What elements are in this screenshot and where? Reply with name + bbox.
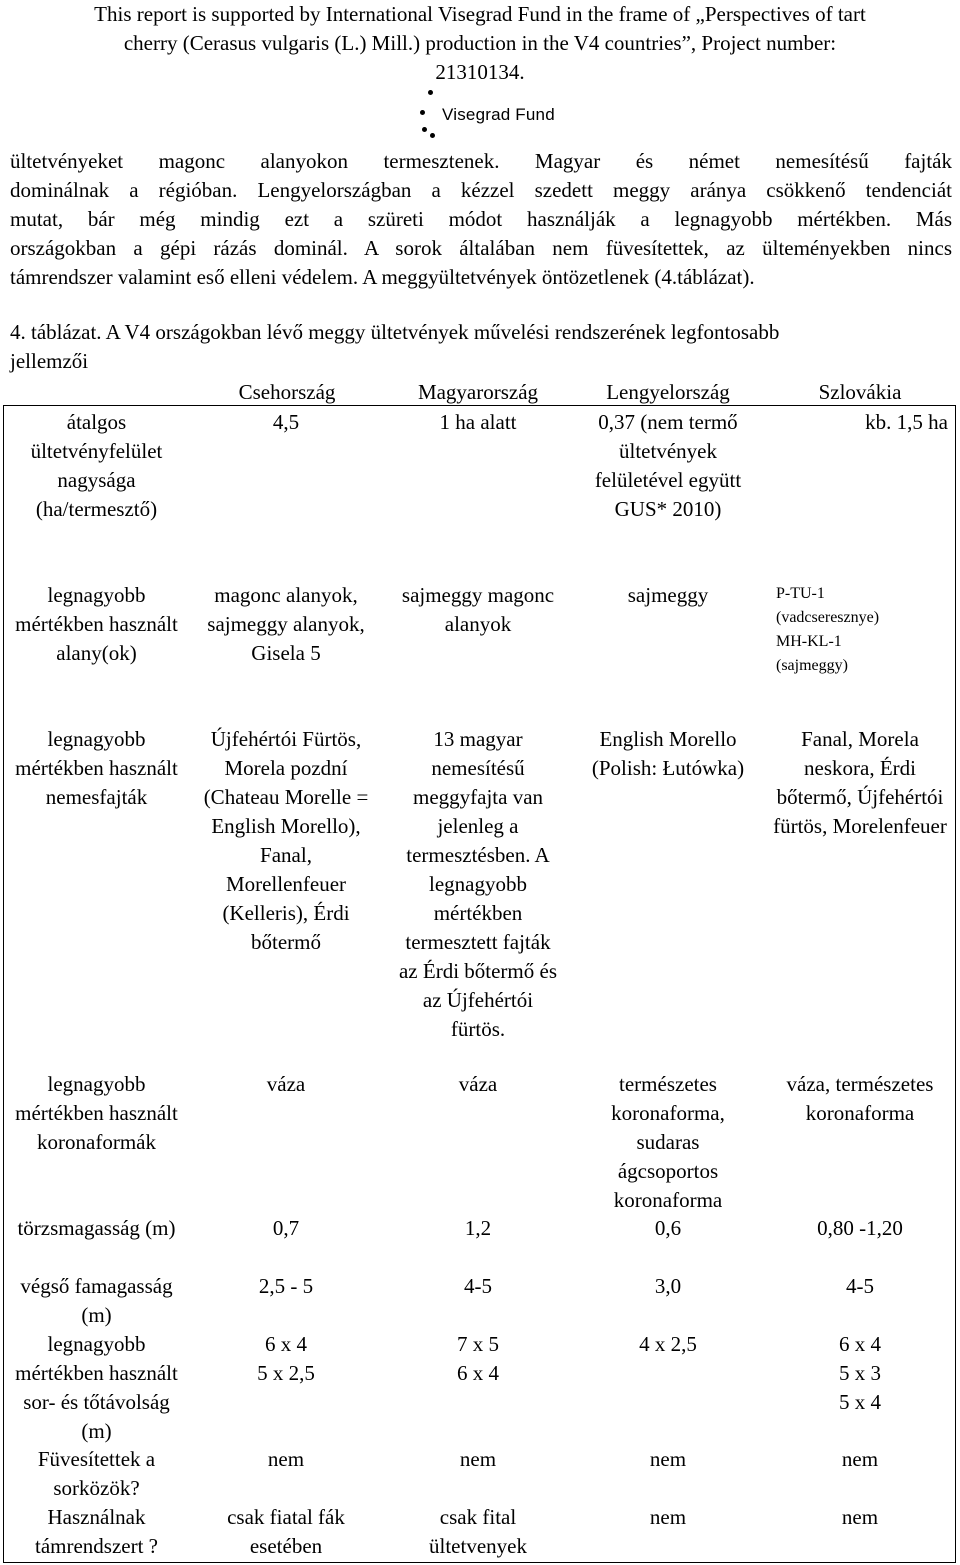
table-cell: 0,7 <box>272 1216 300 1240</box>
row-label: legnagyobb mértékben használt nemesfajták <box>15 727 178 809</box>
cell-line: 6 x 4 <box>457 1361 499 1385</box>
table-cell: váza <box>458 1072 498 1096</box>
row-label: törzsmagasság (m) <box>17 1216 176 1240</box>
table-cell: sajmeggy magonc alanyok <box>401 583 555 636</box>
cell-line: 6 x 4 <box>265 1332 307 1356</box>
row-label: legnagyobb mértékben használt sor- és tőtávolság (m) <box>15 1332 178 1443</box>
table-cell: nem <box>459 1447 497 1471</box>
logo-dot-icon <box>422 127 427 132</box>
paragraph-line: dominálnak a régióban. Lengyelországban a kézzel szedett meggy aránya csökkenő tendenciát <box>10 178 952 202</box>
table-cell: English Morello (Polish: Łutówka) <box>591 727 745 780</box>
visegrad-fund-logo <box>418 90 558 142</box>
row-label: legnagyobb mértékben használt koronaformák <box>15 1072 178 1154</box>
table-cell: nem <box>649 1505 687 1529</box>
column-header-hungary: Magyarország <box>417 380 539 404</box>
table-cell: Fanal, Morela neskora, Érdi bőtermő, Újfehértói fürtös, Morelenfeuer <box>773 727 947 838</box>
row-label: legnagyobb mértékben használt alany(ok) <box>15 583 178 665</box>
logo-dot-icon <box>428 90 433 95</box>
table-cell: magonc alanyok, sajmeggy alanyok, Gisela 5 <box>207 583 365 665</box>
table-cell: váza <box>266 1072 306 1096</box>
table-cell: 0,80 -1,20 <box>817 1216 903 1240</box>
cell-line: (vadcseresznye) <box>776 609 880 626</box>
table-cell: nem <box>649 1447 687 1471</box>
table-caption <box>10 318 952 376</box>
column-header-slovakia: Szlovákia <box>818 380 902 404</box>
table-cell: nem <box>267 1447 305 1471</box>
table-cell: 0,37 (nem termő ültetvények felületével együtt GUS* 2010) <box>594 410 742 521</box>
table-cell: 4 x 2,5 <box>639 1332 697 1356</box>
table-cell: 0,6 <box>654 1216 682 1240</box>
paragraph-line: ültetvényeket magonc alanyokon termesztenek. Magyar és német nemesítésű fajták <box>10 149 952 173</box>
row-label: átalgos ültetvényfelület nagysága (ha/termesztő) <box>30 410 163 521</box>
table-cell: csak fiatal fák esetében <box>227 1505 345 1558</box>
table-cell: Újfehértói Fürtös, Morela pozdní (Chateau Morelle = English Morello), Fanal, Morellenfeuer (Kelleris), Érdi bőtermő <box>203 727 369 954</box>
row-label: Használnak támrendszert ? <box>34 1505 159 1558</box>
table-cell: 4-5 <box>464 1274 492 1298</box>
cell-line: P-TU-1 <box>776 585 825 602</box>
paragraph-line: mutat, bár még mindig ezt a szüreti módot használják a legnagyobb mértékben. Más <box>10 207 952 231</box>
cell-line: (sajmeggy) <box>776 657 848 674</box>
table-cell: nem <box>841 1447 879 1471</box>
table-cell: 1 ha alatt <box>439 410 517 434</box>
table-cell: csak fital ültetvenyek <box>429 1505 527 1558</box>
paragraph-line: országokban a gépi rázás dominál. A sorok általában nem füvesítettek, az ülteményekben nincs <box>10 236 952 260</box>
table-cell <box>780 1330 940 1417</box>
table-cell: sajmeggy <box>627 583 709 607</box>
header-line-3: 21310134. <box>435 60 525 84</box>
logo-text: Visegrad Fund <box>442 105 555 124</box>
table-cell: kb. 1,5 ha <box>865 410 948 434</box>
table-cell: 4,5 <box>272 410 300 434</box>
row-label: Füvesítettek a sorközök? <box>37 1447 156 1500</box>
paragraph-line: támrendszer valamint eső elleni védelem. A meggyültetvények öntözetlenek (4.táblázat). <box>10 265 755 289</box>
table-cell: váza, természetes koronaforma <box>786 1072 934 1125</box>
table-cell: 13 magyar nemesítésű meggyfajta van jelenleg a termesztésben. A legnagyobb mértékben termesztett fajták az Érdi bőtermő és az Újfehértói fürtös. <box>398 727 558 1041</box>
cell-line: 7 x 5 <box>457 1332 499 1356</box>
cell-line: 6 x 4 <box>839 1332 881 1356</box>
table-cell: nem <box>841 1505 879 1529</box>
table-cell <box>398 1330 558 1388</box>
header-line-1: This report is supported by International Visegrad Fund in the frame of „Perspectives of tart <box>94 2 866 26</box>
table-cell <box>776 582 952 678</box>
cell-line: 5 x 2,5 <box>257 1361 315 1385</box>
cell-line: 5 x 4 <box>839 1390 881 1414</box>
cell-line: 5 x 3 <box>839 1361 881 1385</box>
table-cell: 4-5 <box>846 1274 874 1298</box>
table-cell: 2,5 - 5 <box>258 1274 314 1298</box>
cell-line: MH-KL-1 <box>776 633 842 650</box>
row-label: végső famagasság (m) <box>20 1274 173 1327</box>
header-line-2: cherry (Cerasus vulgaris (L.) Mill.) production in the V4 countries”, Project number: <box>123 31 837 55</box>
report-header <box>0 0 960 87</box>
logo-dot-icon <box>420 110 425 115</box>
table-cell: természetes koronaforma, sudaras ágcsoportos koronaforma <box>611 1072 725 1212</box>
logo-dot-icon <box>430 133 435 138</box>
column-header-poland: Lengyelország <box>606 380 730 404</box>
table-cell <box>206 1330 366 1388</box>
caption-line-2: jellemzői <box>10 349 89 373</box>
body-paragraph <box>10 147 952 292</box>
table-column-headers <box>0 376 960 406</box>
column-header-czech: Csehország <box>238 380 336 404</box>
caption-line-1: 4. táblázat. A V4 országokban lévő meggy ültetvények művelési rendszerének legfontosabb <box>10 320 780 344</box>
table-cell: 1,2 <box>464 1216 492 1240</box>
table-cell: 3,0 <box>654 1274 682 1298</box>
